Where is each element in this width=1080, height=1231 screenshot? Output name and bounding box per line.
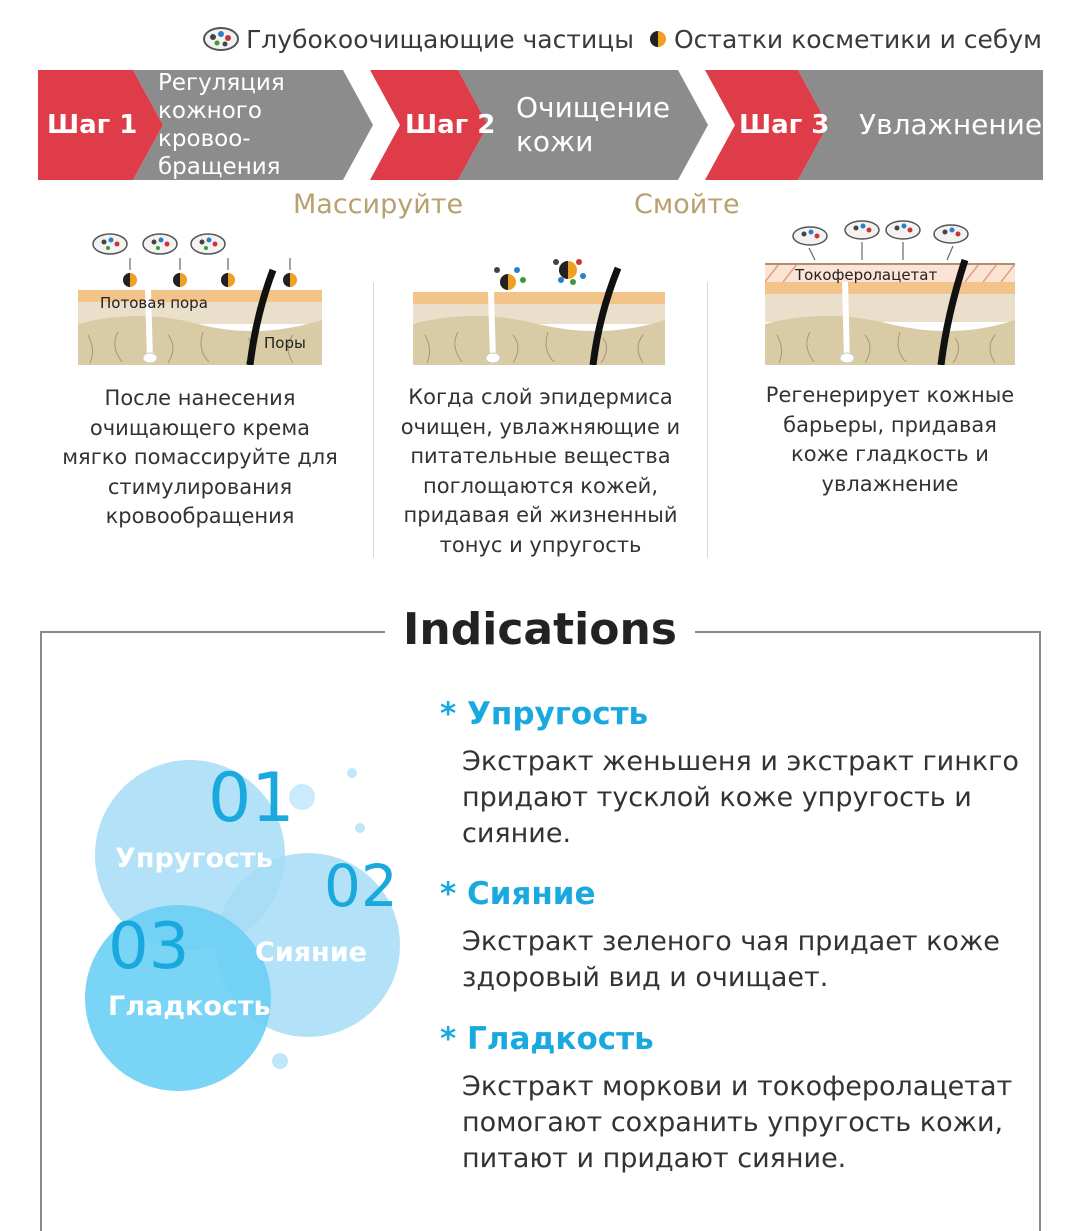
text-line: кровообращения	[105, 504, 295, 528]
column-3-text	[740, 381, 1040, 499]
action-rinse: Смойте	[634, 189, 740, 220]
legend-residue-label: Остатки косметики и себум	[673, 24, 1042, 54]
skin-cross-section-icon	[765, 220, 1015, 365]
step-2-tag: Шаг 2	[405, 110, 496, 140]
step-2-text	[516, 70, 686, 180]
cleansing-particle-icon	[202, 26, 240, 52]
indication-text-radiance	[462, 924, 1022, 996]
circle-label: Гладкость	[108, 991, 271, 1022]
label-sweat-pore: Потовая пора	[100, 294, 208, 312]
step-3-line: Увлажнение	[859, 107, 1043, 141]
legend-particles	[202, 25, 634, 54]
text-line: Когда слой эпидермиса	[408, 385, 673, 409]
circle-number: 02	[324, 852, 398, 920]
indications-title	[0, 604, 1080, 655]
circle-label: Сияние	[255, 937, 367, 968]
label-tocopherol: Токоферолацетат	[795, 266, 938, 284]
column-divider	[707, 282, 708, 558]
step-2-line: кожи	[516, 125, 594, 158]
text-line: Экстракт зеленого чая придает коже	[462, 926, 1000, 957]
indications-title-text: Indications	[385, 604, 695, 655]
circle-number: 01	[208, 759, 295, 838]
step-1-line: Регуляция	[158, 69, 285, 96]
column-divider	[373, 282, 374, 558]
text-line: очищен, увлажняющие и	[400, 414, 681, 439]
legend-particles-label: Глубокоочищающие частицы	[246, 24, 634, 54]
text-line: Регенерирует кожные	[765, 383, 1015, 407]
step-1-line: кожного кровоо-	[158, 97, 262, 152]
text-line: барьеры, придавая	[783, 412, 997, 437]
text-line: Экстракт моркови и токоферолацетат	[462, 1071, 1013, 1102]
text-line: коже гладкость и	[791, 442, 989, 466]
action-massage: Массируйте	[293, 189, 464, 220]
step-1-tag: Шаг 1	[47, 110, 138, 140]
text-line: мягко помассируйте для	[62, 445, 338, 469]
legend-residue	[648, 25, 1042, 54]
text-line: очищающего крема	[89, 415, 311, 440]
indication-heading-smoothness: * Гладкость	[440, 1021, 654, 1057]
circle-number: 03	[108, 910, 190, 984]
circle-label: Упругость	[115, 843, 273, 874]
sebum-residue-icon	[648, 29, 668, 49]
steps-banner	[38, 70, 1043, 180]
text-line: помогают сохранить упругость кожи,	[462, 1107, 1004, 1138]
text-line: поглощаются кожей,	[423, 473, 658, 498]
indication-heading-radiance: * Сияние	[440, 876, 596, 912]
step-1-text	[158, 70, 348, 180]
text-line: питательные вещества	[410, 444, 671, 468]
step-3-tag: Шаг 3	[739, 110, 830, 140]
skin-cross-section-icon	[413, 220, 665, 365]
text-line: питают и придают сияние.	[462, 1143, 847, 1174]
text-line: стимулирования	[107, 474, 293, 499]
step-3-text	[859, 70, 1044, 180]
text-line: тонус и упругость	[439, 532, 642, 557]
step-2-line: Очищение	[516, 90, 671, 124]
text-line: сияние.	[462, 818, 572, 849]
legend	[202, 22, 1042, 56]
skin-illustration-massage	[78, 220, 322, 365]
indications-circles	[80, 755, 420, 1105]
text-line: придают тусклой коже упругость и	[462, 782, 972, 813]
text-line: Экстракт женьшеня и экстракт гинкго	[462, 746, 1019, 777]
indication-text-elasticity	[462, 744, 1022, 852]
label-pores: Поры	[264, 334, 306, 352]
column-1-text	[50, 384, 350, 532]
text-line: увлажнение	[821, 471, 959, 496]
skin-illustration-moisture	[765, 220, 1015, 365]
text-line: придавая ей жизненный	[403, 503, 678, 527]
indication-heading-elasticity: * Упругость	[440, 696, 649, 732]
step-1-line: бращения	[158, 154, 281, 181]
text-line: После нанесения	[104, 386, 296, 410]
skin-illustration-rinse	[413, 220, 665, 365]
text-line: здоровый вид и очищает.	[462, 962, 829, 993]
column-2-text	[388, 383, 693, 560]
indication-text-smoothness	[462, 1069, 1022, 1177]
